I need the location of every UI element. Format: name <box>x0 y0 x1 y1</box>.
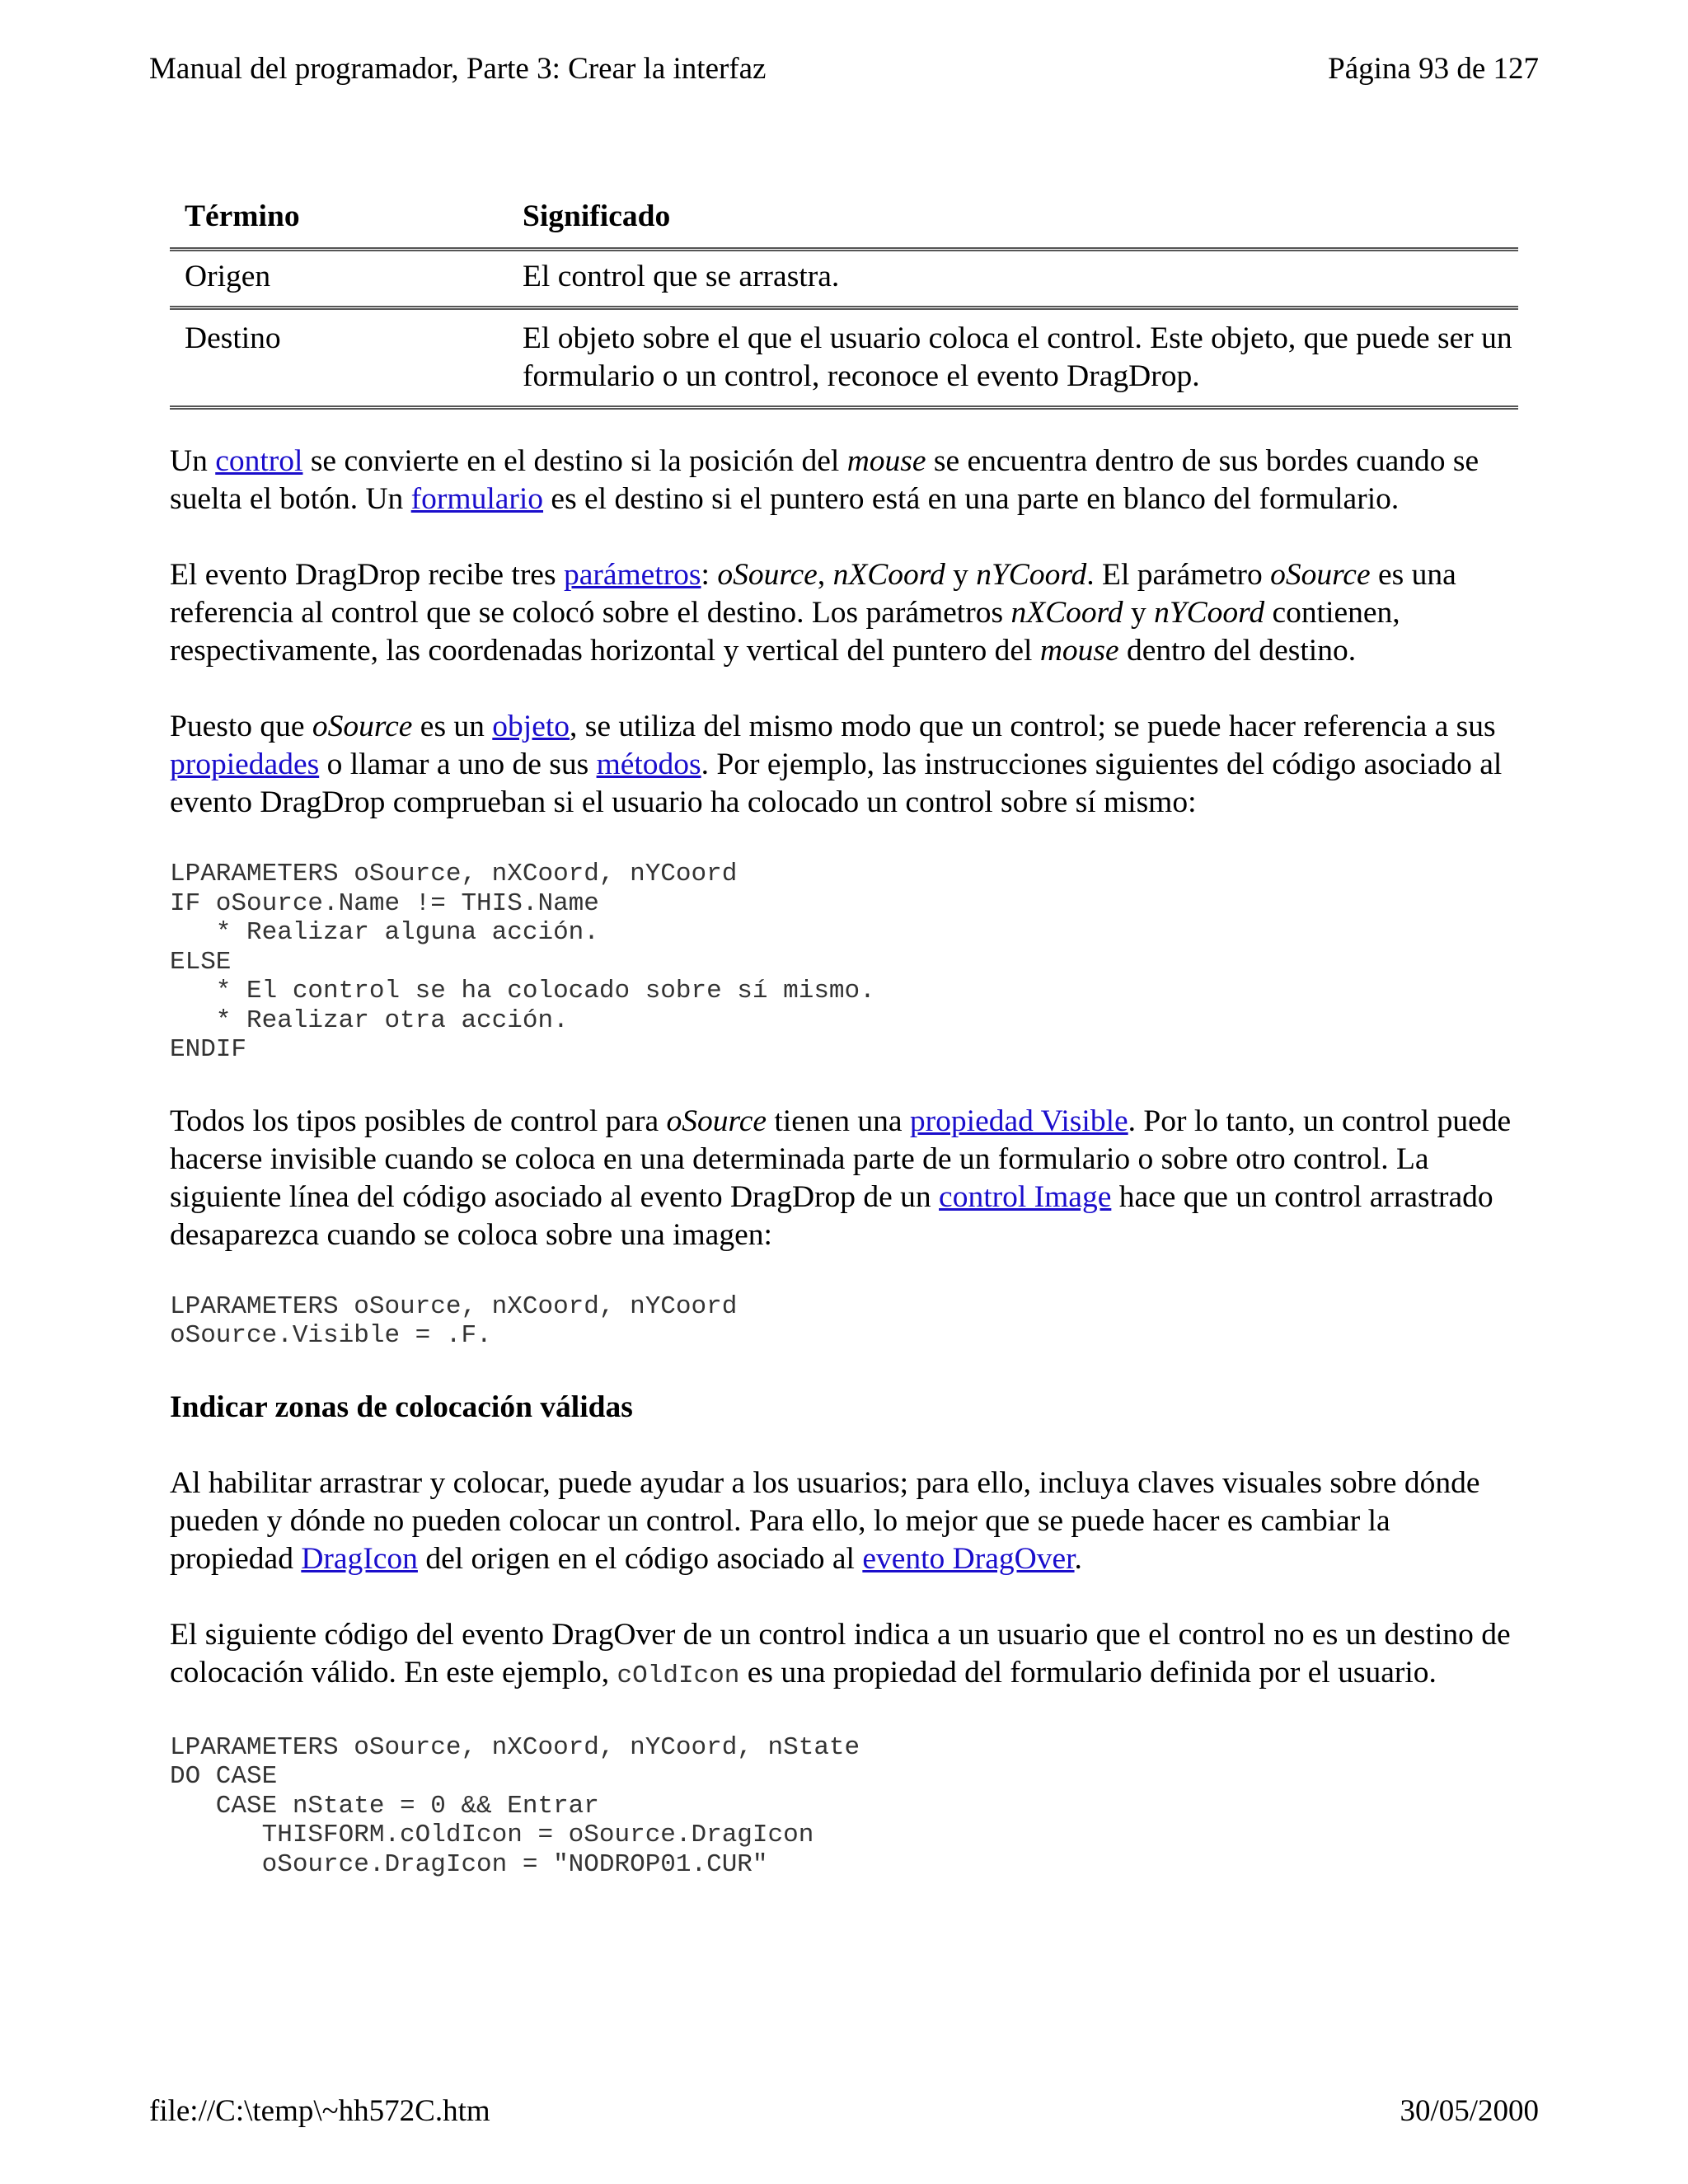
document-body <box>170 198 1518 1917</box>
meaning-cell: El objeto sobre el que el usuario coloca el control. Este objeto, que puede ser un formulario o un control, reconoce el evento DragDrop. <box>523 308 1518 408</box>
text: es el destino si el puntero está en una parte en blanco del formulario. <box>543 482 1400 516</box>
paragraph-dragdrop-params <box>170 556 1518 670</box>
link-metodos[interactable]: métodos <box>596 748 701 781</box>
paragraph-destination <box>170 443 1518 518</box>
inline-code-coldicon: cOldIcon <box>617 1661 740 1690</box>
code-block-visible: LPARAMETERS oSource, nXCoord, nYCoord oSource.Visible = .F. <box>170 1291 738 1350</box>
text: es un <box>412 710 493 743</box>
code-block-dragdrop: LPARAMETERS oSource, nXCoord, nYCoord IF oSource.Name != THIS.Name * Realizar alguna acción. ELSE * El control se ha colocado sobre sí mismo. * Realizar otra acción. ENDIF <box>170 860 875 1064</box>
table-row <box>170 250 1518 308</box>
text: del origen en el código asociado al <box>417 1541 863 1576</box>
text: . Por ejemplo, las instrucciones siguientes del código asociado al evento DragDrop comprueban si el usuario ha colocado un control sobre sí mismo: <box>170 748 1503 819</box>
meaning-cell: El control que se arrastra. <box>523 250 1518 308</box>
code-block-dragover: LPARAMETERS oSource, nXCoord, nYCoord, nState DO CASE CASE nState = 0 && Entrar THISFORM.cOldIcon = oSource.DragIcon oSource.DragIcon = "NODROP01.CUR" <box>170 1732 860 1879</box>
param-osource: oSource <box>666 1104 767 1138</box>
header-title: Manual del programador, Parte 3: Crear la interfaz <box>149 52 767 86</box>
link-propiedad-visible[interactable]: propiedad Visible <box>909 1104 1128 1138</box>
text: Puesto que <box>170 710 312 743</box>
param-osource: oSource <box>312 710 413 743</box>
text: es una propiedad del formulario definida por el usuario. <box>739 1655 1437 1690</box>
footer-date: 30/05/2000 <box>1400 2094 1539 2128</box>
param-osource: oSource <box>717 558 818 592</box>
text: Un <box>170 444 216 478</box>
link-objeto[interactable]: objeto <box>492 710 570 743</box>
param-nxcoord: nXCoord <box>832 558 945 592</box>
text: se convierte en el destino si la posición del <box>302 444 847 478</box>
link-control-image[interactable]: control Image <box>939 1179 1112 1214</box>
text: El siguiente código del evento DragOver de un control indica a un usuario que el control no es un destino de colocación válido. En este ejemplo, <box>170 1617 1511 1690</box>
table-row <box>170 308 1518 408</box>
terms-table <box>170 198 1518 410</box>
text: es una referencia al control que se colocó sobre el destino. Los parámetros <box>170 558 1456 630</box>
paragraph-visible-property <box>170 1103 1518 1254</box>
page-number: Página 93 de 127 <box>1328 52 1539 86</box>
link-dragicon[interactable]: DragIcon <box>301 1541 418 1576</box>
table-header-row <box>170 198 1518 250</box>
param-osource: oSource <box>1270 558 1371 592</box>
text: tienen una <box>767 1104 910 1138</box>
text: . El parámetro <box>1086 558 1271 592</box>
footer-path: file://C:\temp\~hh572C.htm <box>149 2094 490 2128</box>
column-header-meaning: Significado <box>523 198 1518 250</box>
text: , se utiliza del mismo modo que un control; se puede hacer referencia a sus <box>570 710 1496 743</box>
text: y <box>1123 596 1155 630</box>
link-control[interactable]: control <box>215 444 303 478</box>
param-nxcoord: nXCoord <box>1010 596 1123 630</box>
text: hace que un control arrastrado desaparezca cuando se coloca sobre una imagen: <box>170 1179 1493 1252</box>
text: , <box>817 558 833 592</box>
param-nycoord: nYCoord <box>1154 596 1265 630</box>
text: . <box>1074 1541 1082 1576</box>
link-propiedades[interactable]: propiedades <box>170 748 320 781</box>
link-evento-dragover[interactable]: evento DragOver <box>862 1541 1075 1576</box>
param-nycoord: nYCoord <box>976 558 1087 592</box>
text: y <box>945 558 977 592</box>
link-formulario[interactable]: formulario <box>410 482 544 516</box>
paragraph-dragover-example <box>170 1616 1518 1695</box>
text: El evento DragDrop recibe tres <box>170 558 564 592</box>
term-mouse: mouse <box>846 444 926 478</box>
text: dentro del destino. <box>1118 634 1357 668</box>
term-cell: Origen <box>170 250 523 308</box>
column-header-term: Término <box>170 198 523 250</box>
link-parametros[interactable]: parámetros <box>563 558 701 592</box>
text: contienen, respectivamente, las coordenadas horizontal y vertical del puntero del <box>170 596 1400 668</box>
term-mouse: mouse <box>1039 634 1119 668</box>
paragraph-osource-object <box>170 708 1518 822</box>
text: . Por lo tanto, un control puede hacerse invisible cuando se coloca en una determinada parte de un formulario o sobre otro control. La siguiente línea del código asociado al evento DragDrop de un <box>170 1104 1512 1214</box>
term-cell: Destino <box>170 308 523 408</box>
text: o llamar a uno de sus <box>319 748 597 781</box>
text: Todos los tipos posibles de control para <box>170 1104 667 1138</box>
text: Al habilitar arrastrar y colocar, puede ayudar a los usuarios; para ello, incluya claves visuales sobre dónde pueden y dónde no pueden colocar un control. Para ello, lo mejor que se puede hacer es cambiar la propiedad <box>170 1465 1480 1576</box>
section-heading: Indicar zonas de colocación válidas <box>170 1390 633 1424</box>
paragraph-visual-cues <box>170 1465 1518 1578</box>
text: : <box>701 558 718 592</box>
text: se encuentra dentro de sus bordes cuando se suelta el botón. Un <box>170 444 1479 516</box>
